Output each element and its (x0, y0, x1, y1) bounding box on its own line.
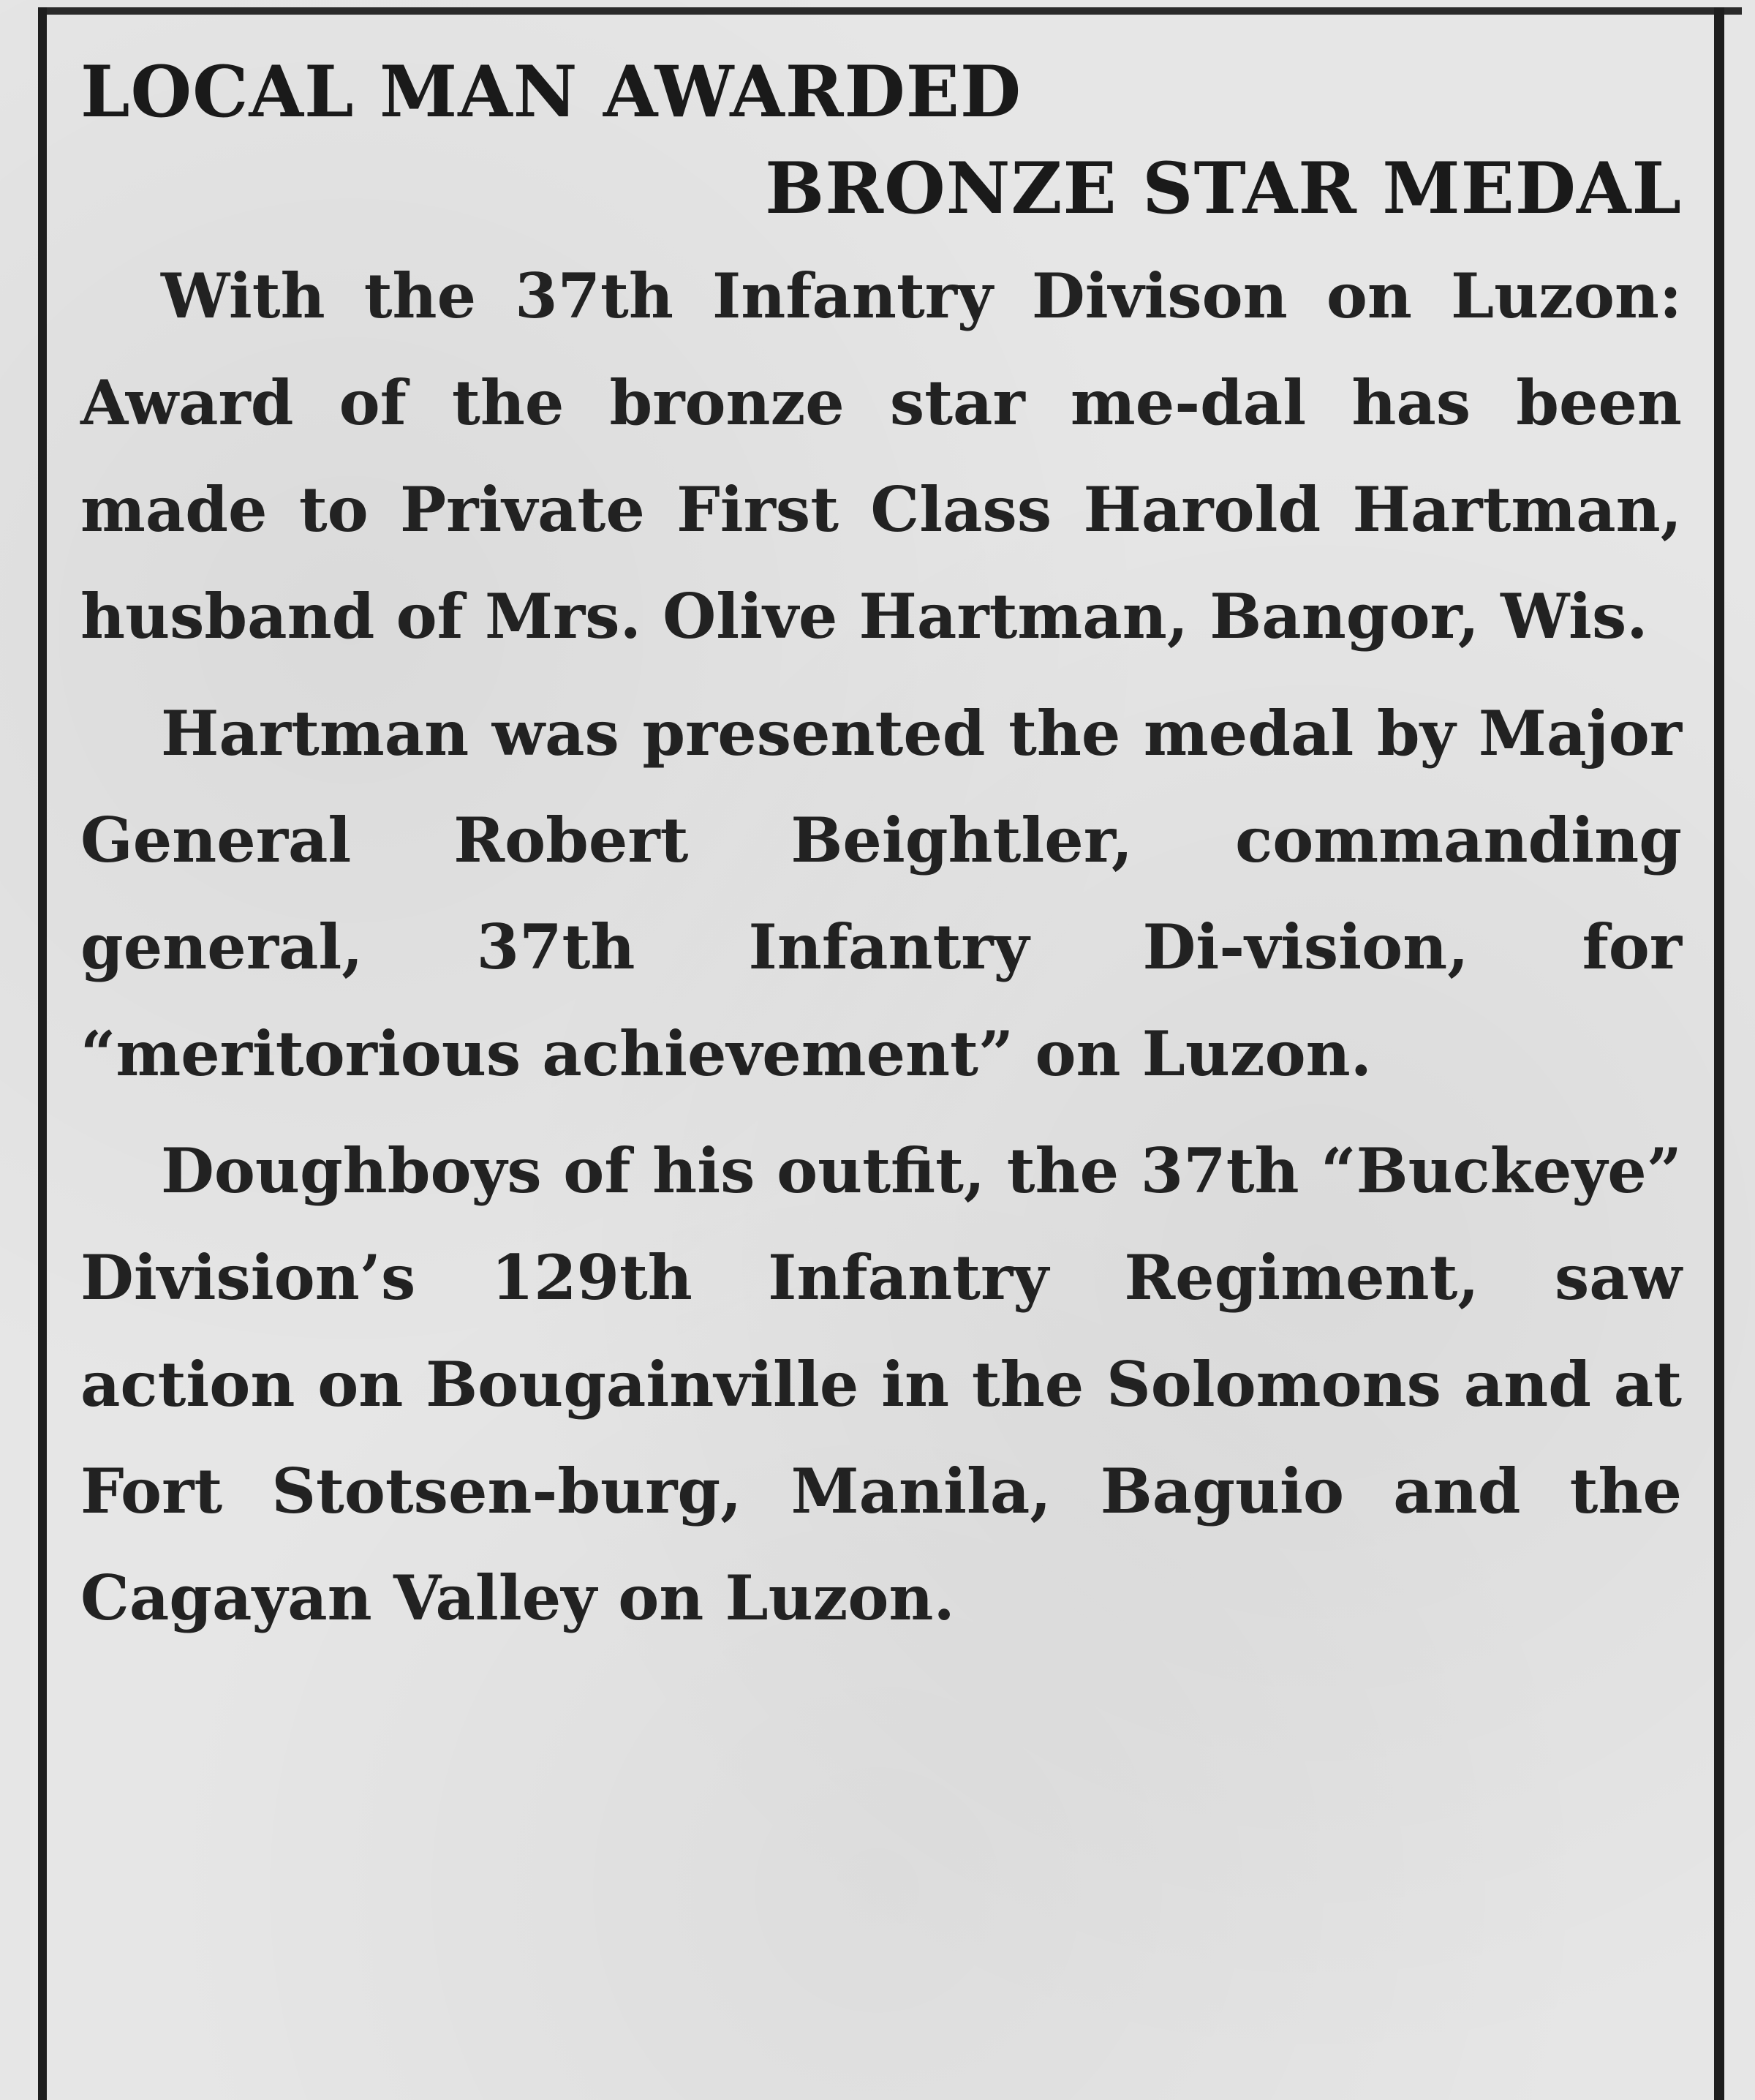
headline (80, 44, 1682, 237)
paragraph-1: With the 37th Infantry Divison on Luzon: Award of the bronze star me-dal has been made to Private First Class Harold Hartman, husband of Mrs. Olive Hartman, Bangor, Wis. (80, 260, 1682, 652)
top-border-rule (38, 7, 1742, 15)
article (80, 44, 1682, 1652)
paragraph-2: Hartman was presented the medal by Major General Robert Beightler, commanding general, 37th Infantry Di-vision, for “meritorious achievement” on Luzon. (80, 697, 1682, 1090)
right-column-rule (1714, 7, 1724, 2100)
paragraph-3: Doughboys of his outfit, the 37th “Buckeye” Division’s 129th Infantry Regiment, saw action on Bougainville in the Solomons and at Fort Stotsen-burg, Manila, Baguio and the Cagayan Valley on Luzon. (80, 1134, 1682, 1634)
headline-line-2: BRONZE STAR MEDAL (765, 147, 1682, 230)
headline-line-1: LOCAL MAN AWARDED (80, 50, 1022, 133)
left-column-rule (38, 7, 47, 2100)
